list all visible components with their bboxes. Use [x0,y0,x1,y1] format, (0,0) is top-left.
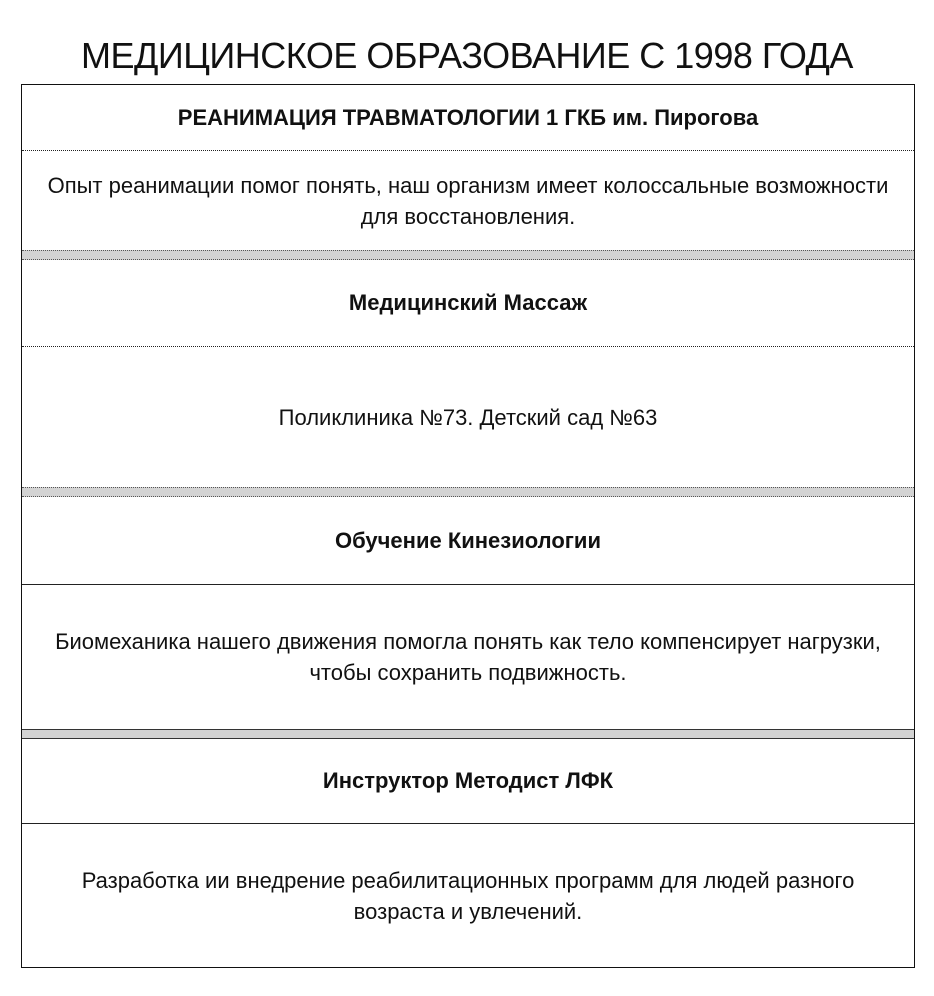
section-heading: Обучение Кинезиологии [335,527,601,553]
education-table [21,84,915,968]
section-text: Разработка ии внедрение реабилитационных программ для людей разного возраста и увлечений. [81,867,855,924]
section-text: Поликлиника №73. Детский сад №63 [278,404,658,430]
section-separator [22,487,914,497]
page-title: МЕДИЦИНСКОЕ ОБРАЗОВАНИЕ С 1998 ГОДА [81,35,853,76]
section-heading: Медицинский Массаж [348,290,588,315]
section-text: Биомеханика нашего движения помогла понять как тело компенсирует нагрузки, чтобы сохранить подвижность. [55,629,881,685]
section-separator [22,729,914,739]
section-separator [22,250,914,260]
section-heading: РЕАНИМАЦИЯ ТРАВМАТОЛОГИИ 1 ГКБ им. Пирогова [177,105,759,130]
section-text: Опыт реанимации помог понять, наш организм имеет колоссальные возможности для восстановления. [47,172,889,229]
section-heading: Инструктор Методист ЛФК [322,768,614,793]
